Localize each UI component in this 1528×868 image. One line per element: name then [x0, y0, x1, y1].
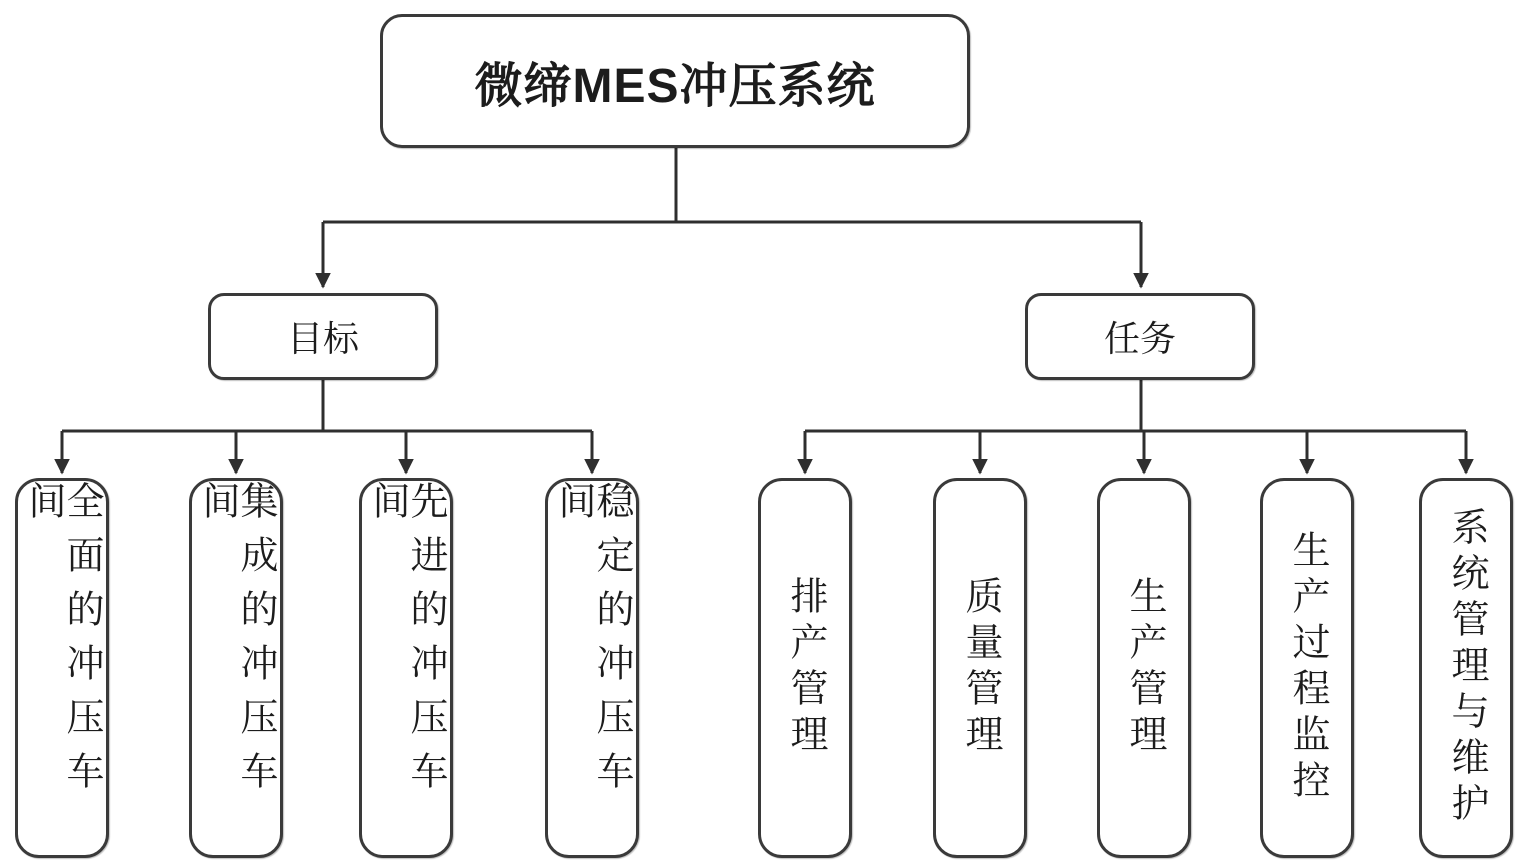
leaf-label: 生产管理 [1123, 576, 1165, 760]
branch-task-label: 任务 [1103, 318, 1176, 359]
leaf-node-scheduling-management [758, 478, 852, 858]
leaf-node-system-maintenance [1419, 478, 1513, 858]
leaf-label: 质量管理 [959, 576, 1001, 760]
leaf-node-integrated-workshop [189, 478, 283, 858]
root-node-label: 微缔MES冲压系统 [474, 59, 876, 113]
leaf-node-comprehensive-workshop [15, 478, 109, 858]
leaf-node-quality-management [933, 478, 1027, 858]
leaf-label: 生产过程监控 [1286, 530, 1328, 806]
root-node-title [380, 14, 970, 148]
leaf-node-production-management [1097, 478, 1191, 858]
leaf-label: 全面的冲压车间 [22, 481, 102, 805]
leaf-label: 集成的冲压车间 [196, 481, 276, 805]
branch-goal-label: 目标 [286, 318, 359, 359]
leaf-label: 系统管理与维护 [1445, 507, 1487, 829]
leaf-node-advanced-workshop [359, 478, 453, 858]
leaf-label: 稳定的冲压车间 [552, 481, 632, 805]
leaf-label: 排产管理 [784, 576, 826, 760]
leaf-node-process-monitoring [1260, 478, 1354, 858]
branch-node-task [1025, 293, 1255, 380]
branch-node-goal [208, 293, 438, 380]
leaf-node-stable-workshop [545, 478, 639, 858]
leaf-label: 先进的冲压车间 [366, 481, 446, 805]
